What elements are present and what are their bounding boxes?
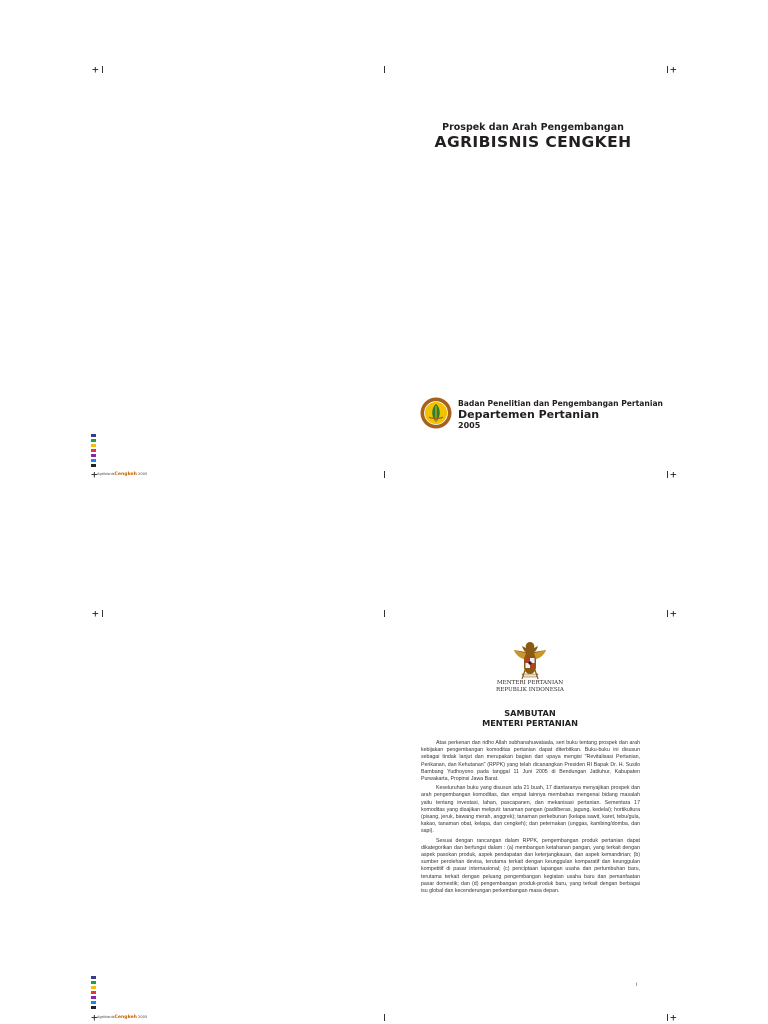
color-swatch	[91, 449, 96, 452]
registration-mark: +	[670, 607, 677, 620]
garuda-emblem-icon	[511, 640, 549, 680]
body-paragraph: Atas perkenan dan ridho Allah subhanahuwataala, seri buku tentang prospek dan arah kebijakan pengembangan komoditas pertanian dapat diterbitkan. Buku-buku ini disusun sebagai tindak lanjut dan merupakan bagian dari upaya mengisi "Revitalisasi Pertanian, Perikanan, dan Kehutanan" (RPPK) yang telah dicanangkan Presiden RI Bapak Dr. H. Susilo Bambang Yudhoyono pada tanggal 11 Juni 2005 di Bendungan Jatiluhur, Kabupaten Purwakarta, Propinsi Jawa Barat.	[421, 740, 640, 783]
print-footer-note	[97, 1015, 147, 1020]
color-swatch	[91, 976, 96, 979]
agency-name: Badan Penelitian dan Pengembangan Pertanian	[458, 399, 663, 408]
footer-note-c: 2005	[138, 1015, 148, 1019]
crop-mark	[102, 610, 103, 617]
print-footer-note	[97, 472, 147, 477]
letterhead-line-1: MENTERI PERTANIAN	[496, 680, 564, 686]
page-number: i	[636, 982, 638, 988]
department-name: Departemen Pertanian	[458, 408, 600, 421]
footer-note-b: Cengkeh	[114, 472, 137, 477]
color-swatch	[91, 459, 96, 462]
color-calibration-strip	[91, 976, 96, 1011]
crop-mark	[384, 1014, 385, 1021]
sambutan-body	[421, 740, 640, 897]
crop-mark	[667, 66, 668, 73]
crop-mark	[667, 610, 668, 617]
registration-mark: +	[91, 468, 98, 481]
footer-note-c: 2005	[138, 472, 148, 476]
footer-note-b: Cengkeh	[114, 1015, 137, 1020]
minister-letterhead	[470, 680, 590, 694]
registration-mark: +	[92, 63, 99, 76]
crop-mark	[384, 471, 385, 478]
color-swatch	[91, 464, 96, 467]
crop-mark	[667, 471, 668, 478]
crop-mark	[102, 66, 103, 73]
color-swatch	[91, 439, 96, 442]
cover-subtitle: Prospek dan Arah Pengembangan	[442, 122, 624, 133]
color-swatch	[91, 434, 96, 437]
color-swatch	[91, 981, 96, 984]
agriculture-emblem-icon	[420, 397, 452, 429]
crop-mark	[384, 610, 385, 617]
registration-mark: +	[670, 1011, 677, 1024]
publication-year: 2005	[458, 421, 481, 430]
color-swatch	[91, 986, 96, 989]
crop-mark	[667, 1014, 668, 1021]
registration-mark: +	[670, 468, 677, 481]
sambutan-heading	[450, 708, 610, 728]
color-swatch	[91, 991, 96, 994]
body-paragraph: Keseluruhan buku yang disusun ada 21 buah, 17 diantaranya menyajikan prospek dan arah pengembangan komoditas, dan empat lainnya membahas mengenai bidang masalah yaitu tentang investasi, lahan, pascapanen, dan mekanisasi pertanian. Sementara 17 komoditas yang disajikan meliputi: tanaman pangan (padi/beras, jagung, kedelai); hortikultura (pisang, jeruk, bawang merah, anggrek); tanaman perkebunan (kelapa sawit, karet, tebu/gula, kakao, tanaman obat, kelapa, dan cengkeh); dan peternakan (unggas, kambing/domba, dan sapi).	[421, 785, 640, 835]
letterhead-line-2: REPUBLIK INDONESIA	[496, 686, 564, 693]
crop-mark	[384, 66, 385, 73]
sambutan-heading-line-2: MENTERI PERTANIAN	[482, 718, 578, 728]
body-paragraph: Sesuai dengan rancangan dalam RPPK, pengembangan produk pertanian dapat dikategorikan dan berfungsi dalam : (a) membangun ketahanan pangan, yang terkait dengan aspek pasokan produk, aspek pendapatan dan keterjangkauan, dan aspek kemandirian; (b) sumber perolehan devisa, terutama terkait dengan keunggulan komparatif dan keunggulan kompetitif di pasar internasional; (c) penciptaan lapangan usaha dan pertumbuhan baru, terutama terkait dengan peluang pengembangan kegiatan usaha baru dan pemanfaatan pasar domestik; dan (d) pengembangan produk-produk baru, yang terkait dengan berbagai isu global dan kecenderungan perkembangan masa depan.	[421, 837, 640, 895]
cover-title: AGRIBISNIS CENGKEH	[434, 133, 632, 151]
footer-note-a: Agribisnis	[97, 1015, 115, 1019]
color-swatch	[91, 996, 96, 999]
color-swatch	[91, 454, 96, 457]
color-calibration-strip	[91, 434, 96, 469]
color-swatch	[91, 1006, 96, 1009]
registration-mark: +	[670, 63, 677, 76]
sambutan-heading-line-1: SAMBUTAN	[504, 708, 556, 718]
color-swatch	[91, 1001, 96, 1004]
registration-mark: +	[91, 1011, 98, 1024]
registration-mark: +	[92, 607, 99, 620]
footer-note-a: Agribisnis	[97, 472, 115, 476]
color-swatch	[91, 444, 96, 447]
